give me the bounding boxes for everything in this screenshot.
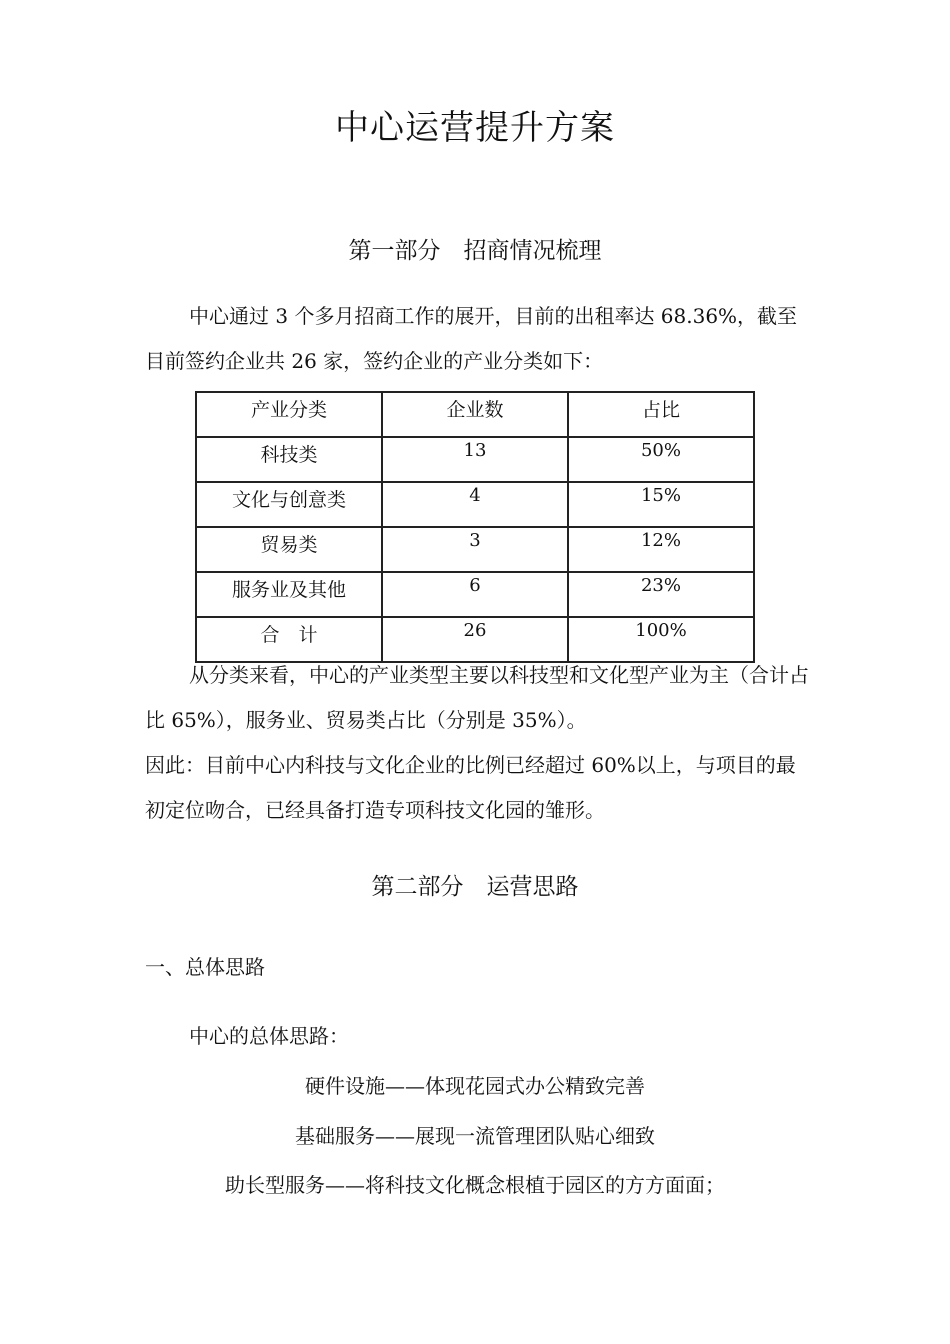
table-row: [196, 482, 754, 527]
cell-category: 科技类: [196, 437, 382, 482]
part-one-heading: 第一部分 招商情况梳理: [348, 238, 602, 264]
analysis-paragraph: 从分类来看，中心的产业类型主要以科技型和文化型产业为主（合计占比 65%），服务业、贸易类占比（分别是 35%）。: [145, 663, 809, 732]
section-heading: 一、总体思路: [145, 955, 265, 979]
header-share: 占比: [568, 392, 754, 437]
header-category: 产业分类: [196, 392, 382, 437]
cell-share: 100%: [568, 617, 754, 662]
cell-count: 3: [382, 527, 568, 572]
document-title: 中心运营提升方案: [335, 108, 615, 148]
cell-category: 合 计: [196, 617, 382, 662]
conclusion-paragraph: 因此：目前中心内科技与文化企业的比例已经超过 60%以上，与项目的最初定位吻合，已经具备打造专项科技文化园的雏形。: [145, 753, 796, 822]
table-header-row: [196, 392, 754, 437]
cell-count: 26: [382, 617, 568, 662]
cell-category: 服务业及其他: [196, 572, 382, 617]
table-row: [196, 572, 754, 617]
cell-share: 12%: [568, 527, 754, 572]
thought-line: 硬件设施——体现花园式办公精致完善: [305, 1074, 645, 1098]
thought-line: 基础服务——展现一流管理团队贴心细致: [295, 1124, 655, 1148]
table-row: [196, 527, 754, 572]
cell-count: 6: [382, 572, 568, 617]
intro-paragraph: 中心通过 3 个多月招商工作的展开，目前的出租率达 68.36%，截至目前签约企业共 26 家，签约企业的产业分类如下：: [145, 304, 798, 373]
cell-category: 文化与创意类: [196, 482, 382, 527]
cell-count: 4: [382, 482, 568, 527]
industry-table: [195, 391, 755, 663]
cell-category: 贸易类: [196, 527, 382, 572]
thought-line: 助长型服务——将科技文化概念根植于园区的方方面面；: [225, 1173, 725, 1197]
overall-label: 中心的总体思路：: [189, 1024, 349, 1048]
header-count: 企业数: [382, 392, 568, 437]
cell-share: 23%: [568, 572, 754, 617]
cell-share: 15%: [568, 482, 754, 527]
cell-share: 50%: [568, 437, 754, 482]
part-two-heading: 第二部分 运营思路: [371, 874, 579, 900]
table-row: [196, 437, 754, 482]
cell-count: 13: [382, 437, 568, 482]
